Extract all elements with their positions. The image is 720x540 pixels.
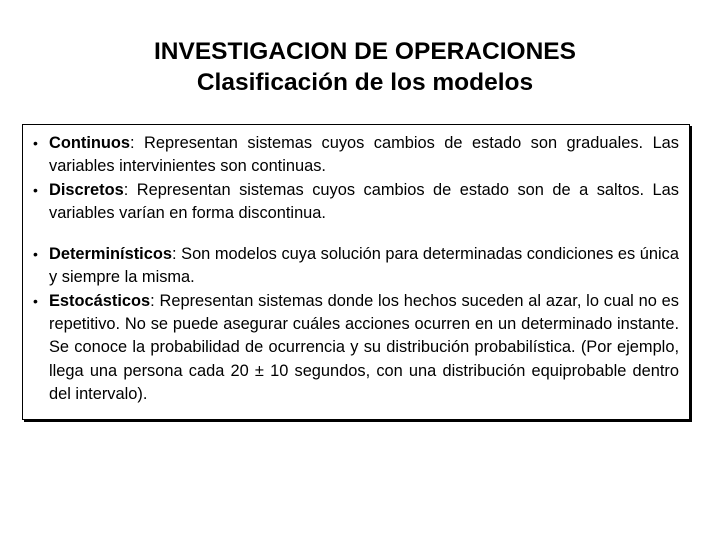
item-text: : Son modelos cuya solución para determinadas condiciones es única y siempre la misma.: [49, 245, 679, 287]
list-item-deterministicos: [33, 243, 679, 290]
list-item-estocasticos: [33, 290, 679, 406]
bullet-icon: •: [33, 181, 38, 198]
item-term: Determinísticos: [49, 245, 172, 264]
item-text: : Representan sistemas cuyos cambios de estado son graduales. Las variables intervinientes son continuas.: [49, 134, 679, 176]
bullet-icon: •: [33, 246, 38, 263]
title-main: INVESTIGACION DE OPERACIONES: [153, 38, 576, 65]
item-term: Continuos: [49, 134, 131, 152]
item-text: : Representan sistemas cuyos cambios de estado son de a saltos. Las variables varían en forma discontinua.: [49, 180, 679, 222]
bullet-icon: •: [33, 292, 38, 309]
item-term: Estocásticos: [49, 291, 151, 310]
item-text: : Representan sistemas donde los hechos suceden al azar, lo cual no es repetitivo. No se puede asegurar cuáles acciones ocurren en un determinado instante. Se conoce la probabilidad de ocurrencia y su distribución probabilística. (Por ejemplo, llega una persona cada 20 ± 10 segundos, con una distribución equiprobable dentro del intervalo).: [49, 291, 679, 403]
item-term: Discretos: [49, 180, 124, 199]
bullet-icon: •: [33, 135, 38, 151]
list-item-discretos: [33, 179, 679, 226]
list-item-continuos: [33, 132, 679, 179]
content-box: [22, 124, 690, 420]
title-subtitle: Clasificación de los modelos: [196, 69, 534, 96]
slide-title: [0, 36, 720, 98]
